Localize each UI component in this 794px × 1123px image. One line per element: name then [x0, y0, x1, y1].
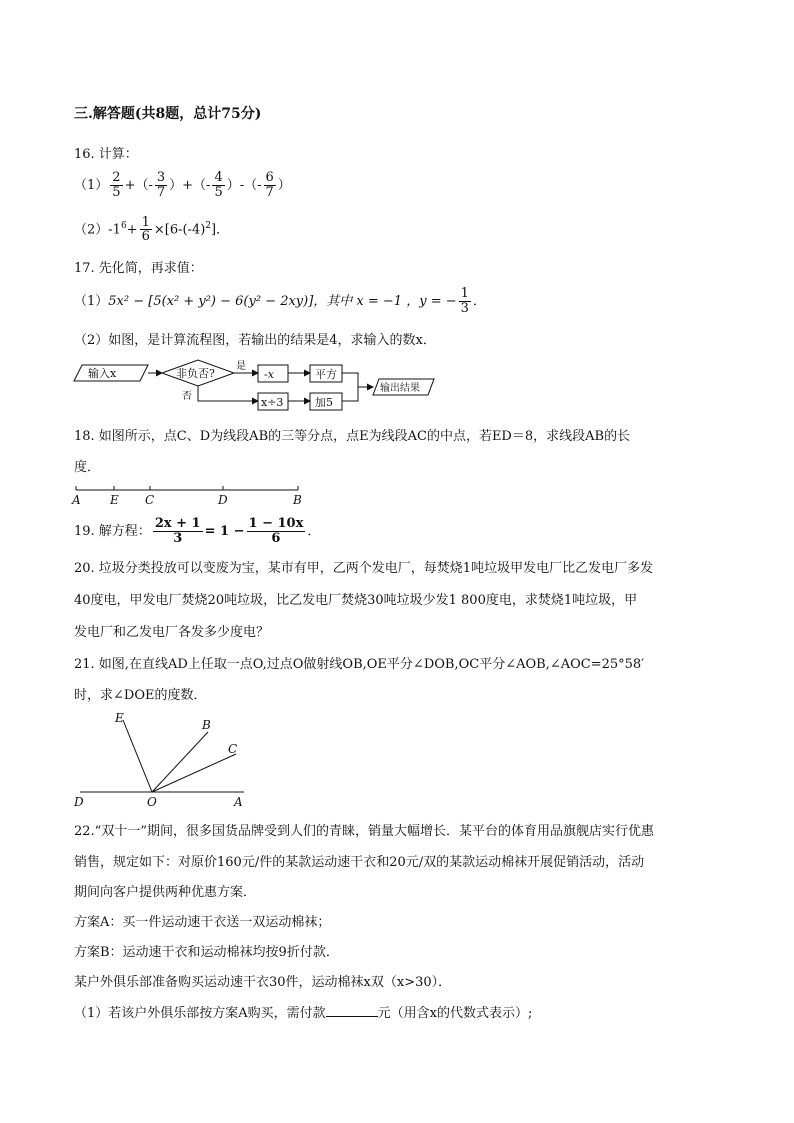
point-a-label: A [72, 493, 81, 507]
label-c: C [228, 742, 238, 756]
label-b: B [202, 718, 211, 732]
flow-decision-label: 非负否? [176, 367, 215, 380]
label-a: A [234, 795, 243, 809]
label-o: O [147, 795, 157, 809]
q16-part2: $(2)-1^6+$ $\frac{1}{6}$ $\times[6-(-4)^2]$． [74, 214, 230, 245]
label-e: E [115, 711, 124, 725]
label-d: D [74, 795, 84, 809]
q17-part1: （1）5x² − [5(x² + y²) − 6(y² − 2xy)]，其中 x = −1 ，y = − $\frac{1}{3}$ ． [74, 286, 486, 316]
q19-equation: 19. 解方程： $\frac{2x + 1}{3}$ = 1 − $\frac{1 - 10x}{6}$ ． [74, 516, 321, 546]
flow-div3-label: x÷3 [261, 396, 284, 409]
q22-plan-b: 方案B：运动速干衣和运动棉袜均按9折付款． [74, 945, 339, 960]
q18-line2: 度． [74, 460, 101, 475]
q17-stem: 17. 先化简，再求值： [74, 261, 203, 276]
flow-no-label: 否 [182, 391, 192, 402]
angle-figure [70, 708, 260, 810]
flow-input-label: 输入x [88, 367, 117, 380]
flow-add5-label: 加5 [315, 396, 333, 409]
q21-line2: 时，求∠DOE的度数． [74, 688, 207, 703]
q21-line1: 21. 如图,在直线AD上任取一点O,过点O做射线OB,OE平分∠DOB,OC平分∠AOB,∠AOC=25°58′ [74, 657, 645, 672]
point-c-label: C [145, 493, 155, 507]
flow-neg-label: -x [264, 368, 274, 381]
point-d-label: D [218, 493, 228, 507]
q22-line1: 22.“双十一”期间，很多国货品牌受到人们的青睐，销量大幅增长．某平台的体育用品旗舰店实行优惠 [74, 824, 654, 839]
q22-part1: （1）若该户外俱乐部按方案A购买，需付款 元（用含x的代数式表示）; [74, 1006, 533, 1021]
q20-line3: 发电厂和乙发电厂各发多少度电？ [74, 625, 270, 640]
ray-oc [152, 754, 236, 792]
q22-line2: 销售，规定如下：对原价160元/件的某款运动速干衣和20元/双的某款运动棉袜开展促销活动，活动 [74, 855, 645, 870]
flow-square-label: 平方 [315, 368, 337, 381]
flowchart [70, 352, 450, 416]
flow-yes-label: 是 [236, 361, 246, 372]
q17-part2: （2）如图，是计算流程图，若输出的结果是4，求输入的数x． [74, 333, 436, 348]
answer-blank[interactable] [326, 1004, 378, 1017]
segment-figure [70, 480, 310, 508]
flow-output-label: 输出结果 [380, 383, 420, 394]
q22-club: 某户外俱乐部准备购买运动速干衣30件，运动棉袜x双（x>30）． [74, 975, 452, 990]
point-b-label: B [293, 493, 302, 507]
q22-line3: 期间向客户提供两种优惠方案． [74, 885, 257, 900]
ray-ob [152, 732, 208, 792]
q20-line1: 20. 垃圾分类投放可以变废为宝，某市有甲，乙两个发电厂，每焚烧1吨垃圾甲发电厂比乙发电厂多发 [74, 561, 654, 576]
q20-line2: 40度电，甲发电厂焚烧20吨垃圾，比乙发电厂焚烧30吨垃圾少发1 800度电，求焚烧1吨垃圾，甲 [74, 593, 638, 608]
q18-line1: 18. 如图所示，点C、D为线段AB的三等分点，点E为线段AC的中点，若ED＝8，求线段AB的长 [74, 429, 631, 444]
ray-oe [123, 720, 152, 792]
q16-part1: （1） $\frac{2}{5}$ +（- $\frac{3}{7}$ ）+（- $\frac{4}{5}$ ）-（- $\frac{6}{7}$ ） [74, 170, 291, 200]
q16-stem: 16. 计算： [74, 147, 138, 162]
point-e-label: E [110, 493, 119, 507]
q22-plan-a: 方案A：买一件运动速干衣送一双运动棉袜； [74, 915, 331, 930]
section-title: 三.解答题(共8题，总计75分) [74, 106, 262, 122]
